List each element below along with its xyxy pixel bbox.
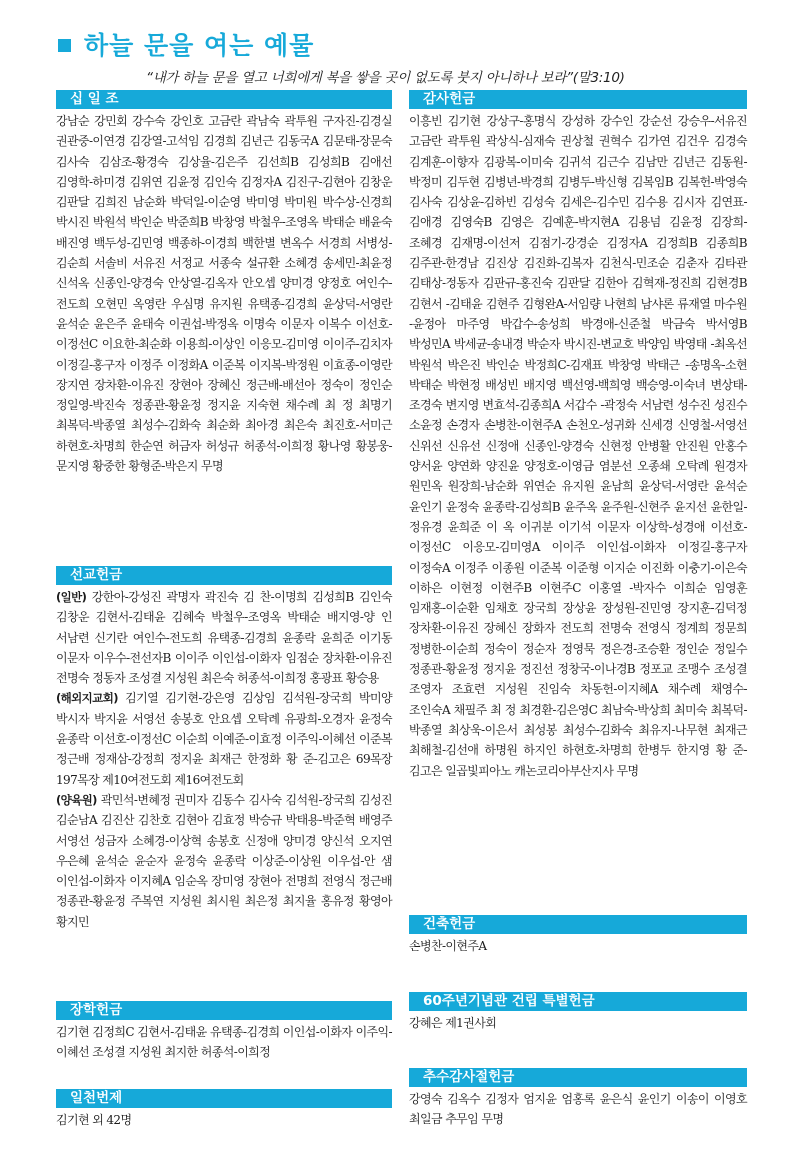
- donor-list: 김기현 김정희C 김현서-김태윤 유택종-김경희 이인섭-이화자 이주익-이혜선 조성결 지성원 최지한 허종석-이희정: [56, 1025, 392, 1060]
- title-row: [58, 26, 758, 62]
- section-tithe: [56, 90, 392, 476]
- section-missions: [56, 566, 392, 932]
- donor-list: 강남순 강민회 강수숙 강인호 고금란 곽남숙 곽투원 구자진-김경실 권관중-이연경 김강열-고석임 김경희 김년근 김동국A 김문태-장문숙 김사숙 김삼조-황경숙 김상율-김은주 김선희B 김성희B 김애선 김영학-하미경 김위연 김윤정 김인숙 김정자A 김진구-김현아 김창운 김판달 김희진 남순화 박덕일-이순영 박미영 박미원 박수상-신경희 박시진 박원석 박인순 박준희B 박창영 박철우-조영옥 박태순 배윤숙 배진영 백두성-김민영 백종하-이경희 백한별 변옥수 서경희 서병성-김순희 서솔비 서유진 서정교 서종숙 설규환 소혜경 송세민-최윤정 신석옥 신종인-양경숙 안상열-김옥자 안오셉 양미경 양정호 여인수-전도희 오현민 옥영란 우심명 유지원 유택종-김경희 윤상덕-서영란 윤석순 윤은주 윤태숙 이권섭-박정옥 이명숙 이문자 이복수 이선호-이정선C 이요한-최순화 이용희-이상인 이응모-김미영 이이주-김치자 이정길-홍구자 이정주 이정화A 이준복 이지복-박정원 이효종-이영란 장지연 장차환-이유진 장현아 장혜신 정근배-배선아 정숙이 정인순 정일영-박진숙 정종관-황윤정 정지윤 지숙현 채수례 최 정 최명기 최복덕-박종열 최성수-김화숙 최순화 최아경 최은숙 최진호-서미근 하현호-차명희 한순연 허금자 허성규 허종석-이희정 황나영 황봉웅-문지영 황중한 황형준-박은지 무명: [56, 114, 392, 474]
- donor-list: 강혜은 제1권사회: [409, 1016, 497, 1030]
- group-label: (해외지교회): [56, 691, 118, 706]
- group-donors: 김기열 김기현-강은영 김상임 김석원-장국희 박미양 박시자 박지윤 서영선 송봉호 안요셉 오탁례 유광희-오경자 윤정숙 윤종락 이선호-이정선C 이순희 이예준-이효정 이주익-이혜선 이준복 정근배 정재삼-강정희 정지윤 최재근 한정화 황 준-김고은 69목장 197목장 제10여전도회 제16여전도회: [56, 691, 392, 787]
- page-title: 하늘 문을 여는 예물: [84, 31, 315, 60]
- section-anniversary: [409, 992, 747, 1033]
- section-title: 장학헌금: [56, 1001, 392, 1020]
- group-donors: 곽민석-변혜정 권미자 김동수 김사숙 김석원-장국희 김성진 김순남A 김진산 김찬호 김현아 김효정 박승규 박태용-박준혁 배영주 서영선 성금자 소혜경-이상혁 송봉호 신정애 양미경 양신석 오지연 우은혜 윤석순 윤순자 윤정숙 윤종락 이상준-이상원 이우섭-안 샘 이인섭-이화자 이지혜A 임순옥 장미영 장현아 전명희 전영식 정근배 정종관-황윤정 주복연 지성원 최시원 최은정 최지율 홍유정 황영아 황지민: [56, 792, 392, 929]
- section-harvest: [409, 1068, 747, 1130]
- section-title: 건축헌금: [409, 915, 747, 934]
- section-title: 추수감사절헌금: [409, 1068, 747, 1087]
- group-label: (일반): [56, 590, 87, 604]
- group-donors: 강한아-강성진 곽명자 곽진숙 김 찬-이명희 김성희B 김인숙 김창운 김현서-김태윤 김혜숙 박철우-조영옥 박태순 배지영-양 인 서남련 신기란 여인수-전도희 유택종-김경희 윤종락 윤희준 이기동 이문자 이우수-전선자B 이이주 이인섭-이화자 임점순 장차환-이유진 전명숙 정동자 조성결 지성원 최은숙 허종석-이희정 홍광표 황승용: [56, 590, 392, 686]
- group-label: (양육원): [56, 792, 97, 807]
- section-thanks: [409, 90, 747, 781]
- donor-list: 김기현 외 42명: [56, 1113, 132, 1127]
- section-title: 일천번제: [56, 1089, 392, 1108]
- square-bullet-icon: [58, 39, 71, 52]
- section-title: 선교헌금: [56, 566, 392, 585]
- page-header: [58, 26, 758, 86]
- donor-list: 강영숙 김옥수 김정자 엄지윤 엄홍록 윤은식 윤인기 이송이 이영호 최일금 추무임 무명: [409, 1092, 747, 1127]
- section-building: [409, 915, 747, 956]
- section-title: 감사헌금: [409, 90, 747, 109]
- donor-list: [56, 587, 392, 932]
- donor-list: 이흥빈 김기현 강상구-홍명식 강성하 강수인 강순선 강승우-서유진 고금란 곽투원 곽상식-심재숙 권상철 권혁수 김가연 김건우 김경숙 김계훈-이향자 김광복-이미숙 김귀석 김근수 김남만 김년근 김동원-박정미 김두현 김병년-박경희 김병두-박신형 김복임B 김복헌-박영숙 김사숙 김상윤-김하빈 김성숙 김세은-김수민 김수용 김시자 김연표-김애경 김영숙B 김영은 김예훈-박지현A 김용넘 김윤정 김장희-조혜경 김재명-이선저 김점기-강경순 김정자A 김정희B 김종희B 김주관-한경남 김진상 김진화-김복자 김천식-민조순 김춘자 김타관 김태상-정동자 김판규-홍진숙 김판달 김한아 김혁재-정진희 김현경B 김현서 -김태윤 김현주 김형완A-서임량 나현희 남샤론 류재열 마수원 -윤정아 마주영 박갑수-송성희 박경애-신준철 박금숙 박서영B 박성민A 박세균-송내경 박순자 박시진-변교호 박양임 박영태 -최옥선 박원석 박은진 박인순 박정희C-김재표 박창영 박태근 -송명옥-소현 박태순 박현정 배성빈 배지영 백선영-백희영 백승영-이숙녀 변상태-조경숙 변지영 변효석-김종희A 서갑수 -곽정숙 서남련 성수진 성진수 소윤정 손경자 손병찬-이현주A 손천오-성귀화 신세경 신영철-서영선 신위선 신유선 신정애 신종인-양경숙 신현정 안병활 안진원 안홍수 양서윤 양연화 양진윤 양정호-이영금 염분선 오종쇄 오탁례 원경자 원민옥 원장희-남순화 위연순 유지원 윤남희 윤상덕-서영란 윤석순 윤인기 윤정숙 윤종락-김성희B 윤주옥 윤주원-신현주 윤지선 윤한일-정유경 윤희준 이 옥 이귀분 이기석 이문자 이상학-성경애 이선호-이정선C 이응모-김미영A 이이주 이인섭-이화자 이정길-홍구자 이정숙A 이정주 이종원 이준복 이준형 이지순 이진화 이충기-이은숙 이하은 이현정 이현주B 이현주C 이홍열 -박자수 이희순 임영훈 임재홍-이순환 임채호 장국희 장상윤 장성원-진민영 장지훈-김덕정 장차환-이유진 장혜신 장화자 전도희 전명숙 전영식 정계희 정문희 정병한-이순희 정숙이 정순자 정영묵 정은경-조승환 정인순 정일수 정종관-황윤정 정지윤 정진선 정창국-이나경B 정포교 조맹수 조성결 조영자 조효련 지성원 진임숙 차동헌-이지혜A 채수례 채영수-조인숙A 채필주 최 정 최경환-김은영C 최남숙-박상희 최미숙 최복덕-박종열 최상욱-이은서 최성봉 최성수-김화숙 최유지-나무현 최재근 최해철-김선애 하명원 하지인 하현호-차명희 한병두 한지영 황 준-김고은 일곱빛피아노 캐논코리아부산지사 무명: [409, 114, 747, 778]
- section-title: 60주년기념관 건립 특별헌금: [409, 992, 747, 1011]
- bible-verse: “내가 하늘 문을 열고 너희에게 복을 쌓을 곳이 없도록 붓지 아니하나 보라”(말3:10): [146, 70, 625, 86]
- section-scholarship: [56, 1001, 392, 1063]
- donor-list: 손병찬-이현주A: [409, 939, 487, 953]
- section-ilcheon: [56, 1089, 392, 1130]
- section-title: 십 일 조: [56, 90, 392, 109]
